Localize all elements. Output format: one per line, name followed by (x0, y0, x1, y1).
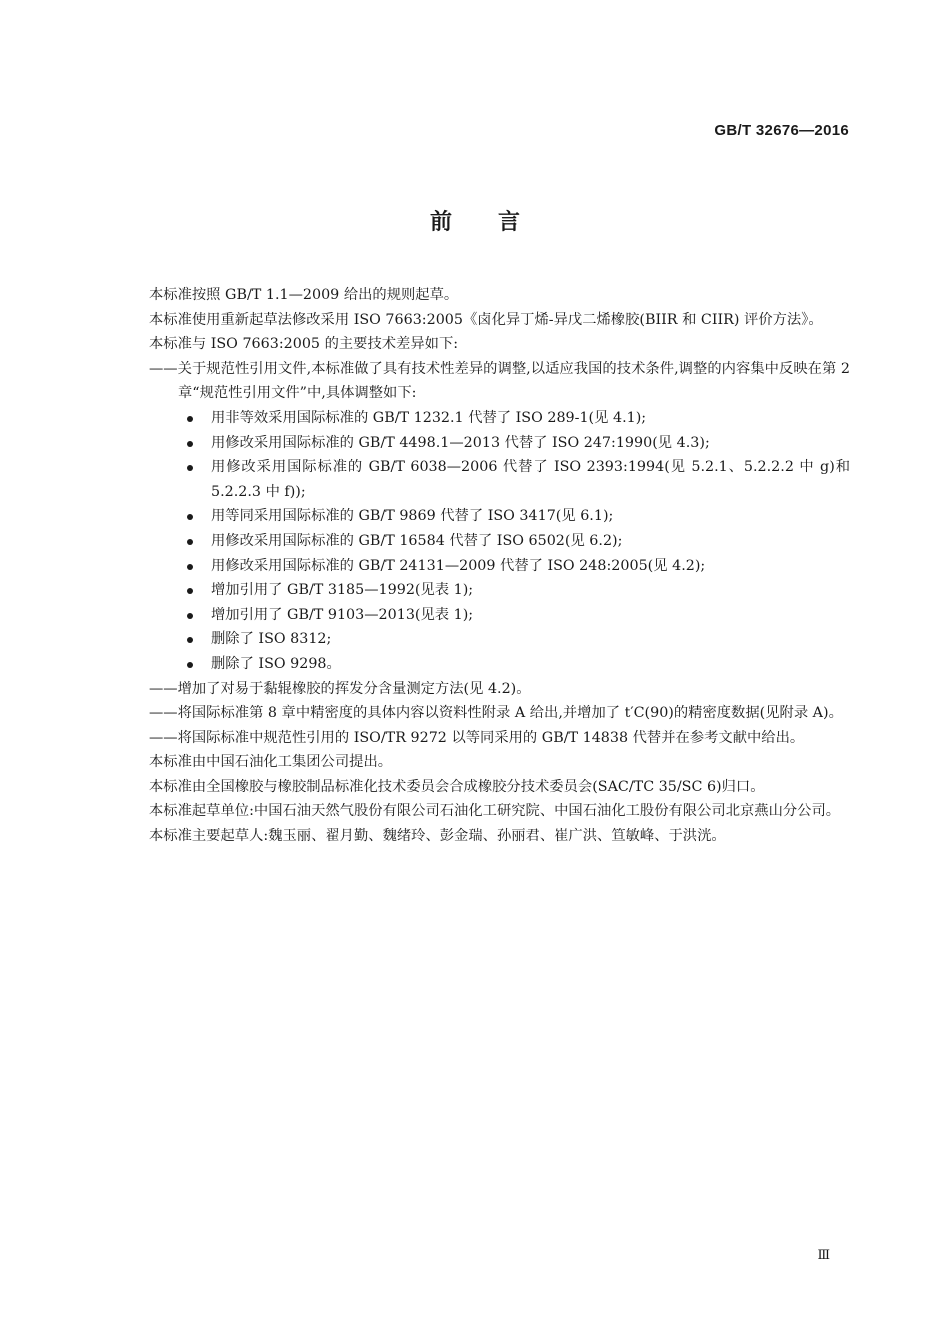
bullet-icon (187, 416, 193, 422)
page-title: 前言 (429, 210, 566, 235)
list-item (120, 603, 850, 628)
bullet-icon (187, 564, 193, 570)
standard-code: GB/T 32676—2016 (714, 122, 849, 139)
list-item (120, 554, 850, 579)
bullet-icon (187, 662, 193, 668)
list-item (120, 431, 850, 456)
list-item-text: 删除了 ISO 8312; (211, 631, 332, 648)
paragraph: 本标准由全国橡胶与橡胶制品标准化技术委员会合成橡胶分技术委员会(SAC/TC 35/SC 6)归口。 (149, 778, 765, 795)
dash-item: ——增加了对易于黏辊橡胶的挥发分含量测定方法(见 4.2)。 (149, 680, 531, 697)
list-item (120, 406, 850, 431)
bullet-icon (187, 514, 193, 520)
list-item (120, 504, 850, 529)
reference-change-list (120, 406, 850, 677)
dash-item: ——关于规范性引用文件,本标准做了具有技术性差异的调整,以适应我国的技术条件,调整的内容集中反映在第 2 章“规范性引用文件”中,具体调整如下: (149, 360, 850, 402)
dash-item: ——将国际标准中规范性引用的 ISO/TR 9272 以等同采用的 GB/T 14838 代替并在参考文献中给出。 (149, 729, 805, 746)
list-item-text: 用等同采用国际标准的 GB/T 9869 代替了 ISO 3417(见 6.1); (211, 508, 614, 525)
bullet-icon (187, 441, 193, 447)
paragraph: 本标准与 ISO 7663:2005 的主要技术差异如下: (149, 336, 459, 353)
paragraph: 本标准由中国石油化工集团公司提出。 (149, 754, 393, 771)
list-item (120, 652, 850, 677)
list-item-text: 用非等效采用国际标准的 GB/T 1232.1 代替了 ISO 289-1(见 4.1); (211, 409, 647, 426)
paragraph: 本标准按照 GB/T 1.1—2009 给出的规则起草。 (149, 287, 459, 303)
list-item (120, 578, 850, 603)
bullet-icon (187, 465, 193, 471)
paragraph: 本标准主要起草人:魏玉丽、翟月勤、魏绪玲、彭金瑞、孙丽君、崔广洪、笪敏峰、于洪洸。 (149, 828, 726, 845)
dash-item: ——将国际标准第 8 章中精密度的具体内容以资料性附录 A 给出,并增加了 t′C(90)的精密度数据(见附录 A)。 (149, 705, 843, 722)
paragraph: 本标准起草单位:中国石油天然气股份有限公司石油化工研究院、中国石油化工股份有限公司北京燕山分公司。 (149, 803, 841, 820)
list-item-text: 用修改采用国际标准的 GB/T 6038—2006 代替了 ISO 2393:1994(见 5.2.1、5.2.2.2 中 g)和 5.2.2.3 中 f)); (211, 459, 850, 500)
bullet-icon (187, 588, 193, 594)
list-item-text: 用修改采用国际标准的 GB/T 24131—2009 代替了 ISO 248:2005(见 4.2); (211, 557, 706, 574)
paragraph: 本标准使用重新起草法修改采用 ISO 7663:2005《卤化异丁烯-异戊二烯橡胶(BIIR 和 CIIR) 评价方法》。 (149, 311, 823, 328)
bullet-icon (187, 637, 193, 643)
list-item-text: 删除了 ISO 9298。 (211, 655, 341, 672)
page-number: Ⅲ (817, 1248, 830, 1263)
list-item-text: 用修改采用国际标准的 GB/T 16584 代替了 ISO 6502(见 6.2); (211, 532, 623, 549)
list-item-text: 增加引用了 GB/T 9103—2013(见表 1); (211, 606, 474, 623)
list-item (120, 627, 850, 652)
bullet-icon (187, 539, 193, 545)
bullet-icon (187, 613, 193, 619)
foreword-body (120, 283, 850, 849)
list-item-text: 增加引用了 GB/T 3185—1992(见表 1); (211, 582, 474, 599)
list-item-text: 用修改采用国际标准的 GB/T 4498.1—2013 代替了 ISO 247:1990(见 4.3); (211, 434, 710, 451)
list-item (120, 455, 850, 504)
list-item (120, 529, 850, 554)
